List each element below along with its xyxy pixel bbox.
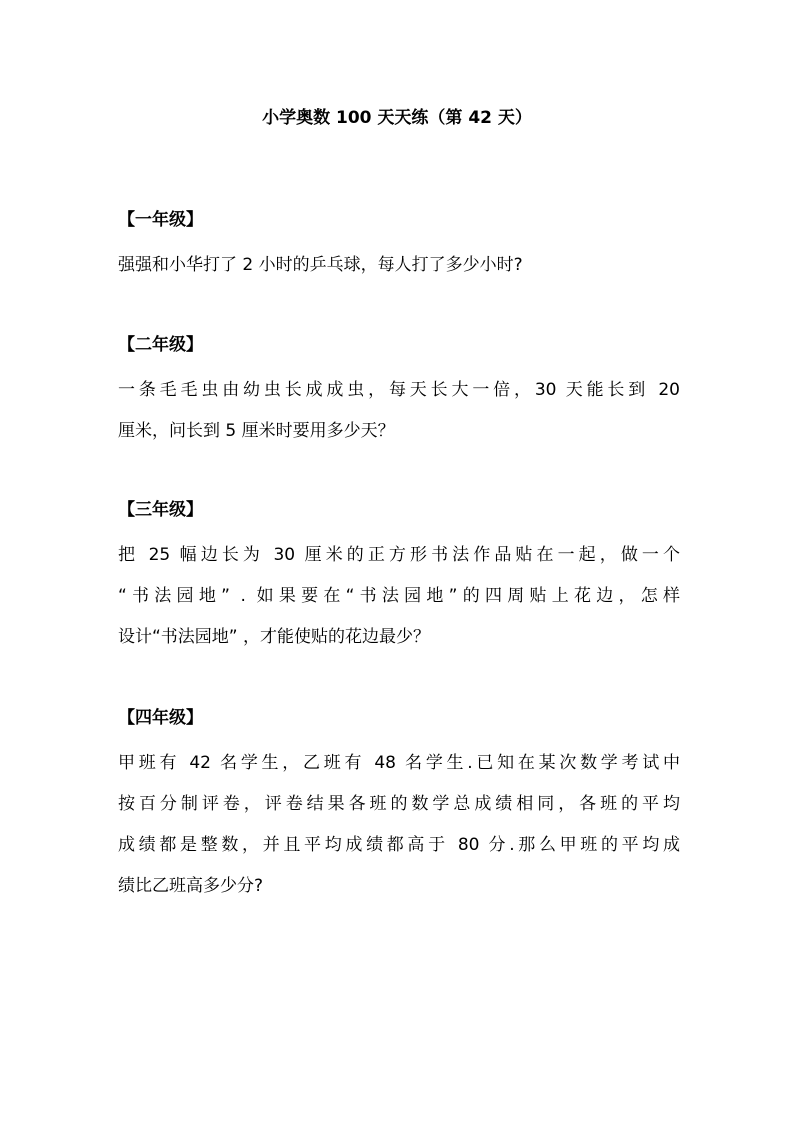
question-line: 成绩都是整数，并且平均成绩都高于 80 分.那么甲班的平均成 bbox=[118, 835, 680, 855]
question-line: 把 25 幅边长为 30 厘米的正方形书法作品贴在一起，做一个 bbox=[118, 545, 680, 565]
grade-4-section bbox=[118, 706, 680, 907]
grade-1-question bbox=[118, 245, 680, 286]
grade-1-section bbox=[118, 208, 680, 286]
question-line: 厘米，问长到 5 厘米时要用多少天？ bbox=[118, 421, 395, 441]
page-title: 小学奥数 100 天天练（第 42 天） bbox=[262, 108, 532, 128]
grade-2-section bbox=[118, 333, 680, 452]
grade-1-heading: 【一年级】 bbox=[118, 210, 203, 230]
question-line: 一条毛毛虫由幼虫长成成虫，每天长大一倍，30 天能长到 20 bbox=[118, 380, 680, 400]
grade-4-question bbox=[118, 743, 680, 907]
question-line: 强强和小华打了 2 小时的乒乓球，每人打了多少小时? bbox=[118, 255, 523, 275]
grade-2-question bbox=[118, 370, 680, 452]
grade-3-section bbox=[118, 498, 680, 658]
question-line: 甲班有 42 名学生，乙班有 48 名学生.已知在某次数学考试中 bbox=[118, 753, 680, 773]
question-line: 按百分制评卷，评卷结果各班的数学总成绩相同，各班的平均 bbox=[118, 794, 680, 814]
grade-2-heading: 【二年级】 bbox=[118, 335, 203, 355]
grade-3-question bbox=[118, 535, 680, 658]
question-line: “书法园地” . 如果要在“书法园地”的四周贴上花边，怎样 bbox=[118, 586, 680, 606]
grade-3-heading: 【三年级】 bbox=[118, 500, 203, 520]
question-line: 设计“书法园地” ，才能使贴的花边最少？ bbox=[118, 627, 431, 647]
grade-4-heading: 【四年级】 bbox=[118, 708, 203, 728]
question-line: 绩比乙班高多少分? bbox=[118, 876, 264, 896]
